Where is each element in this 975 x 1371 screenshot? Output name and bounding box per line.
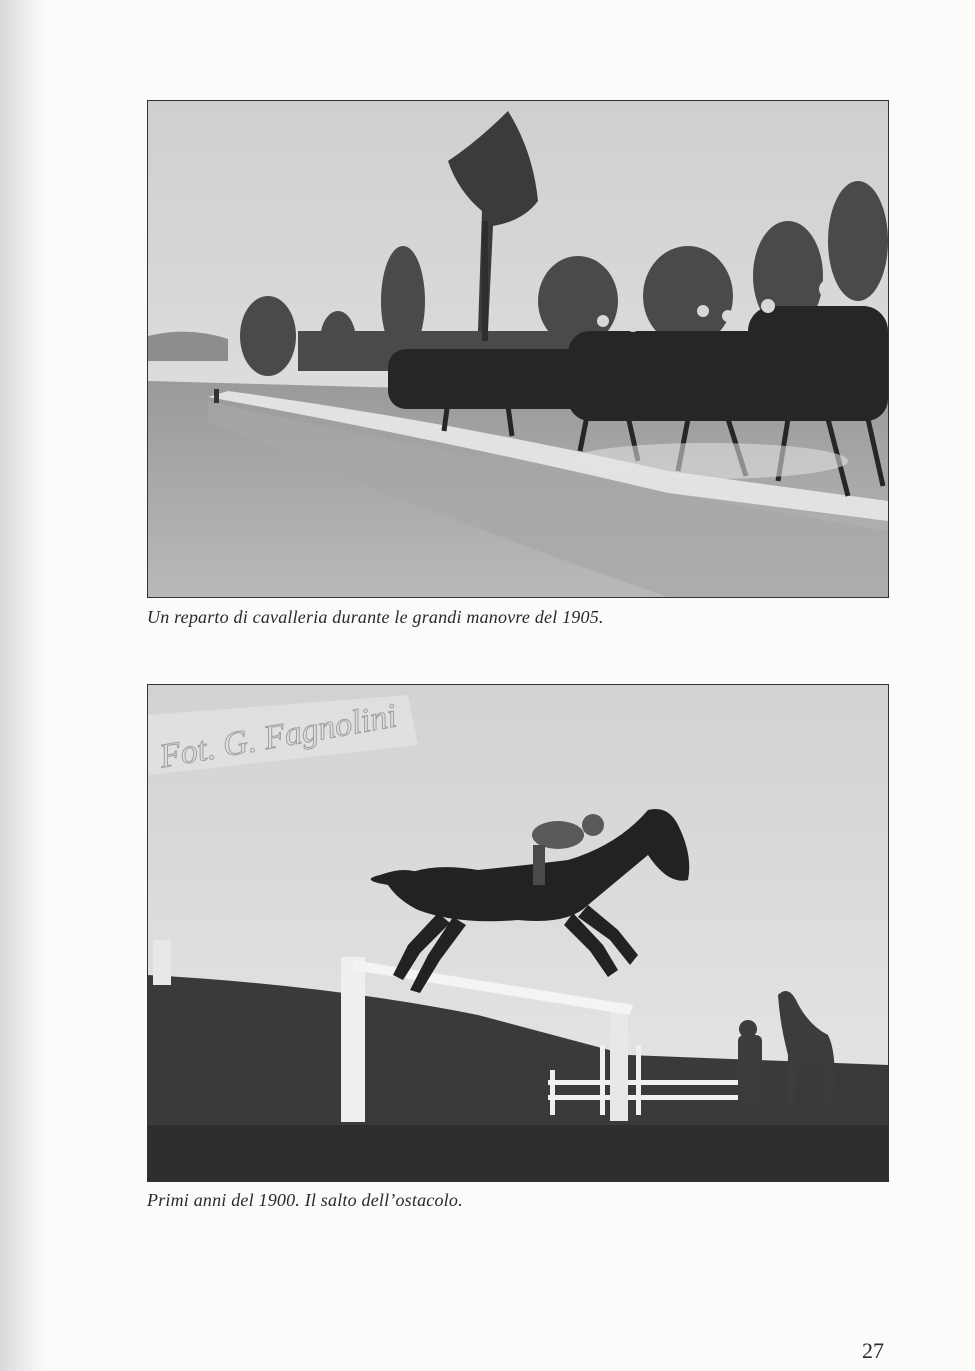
horse-jump-photo <box>147 684 889 1182</box>
cavalry-manoeuvres-photo <box>147 100 889 598</box>
page-number: 27 <box>862 1338 884 1363</box>
page-gutter-shadow <box>0 0 46 1371</box>
figure-caption: Primi anni del 1900. Il salto dell’ostacolo. <box>147 1190 463 1210</box>
svg-text:Fot. G. Fagnolini: Fot. G. Fagnolini <box>156 697 400 776</box>
figure-caption: Un reparto di cavalleria durante le grandi manovre del 1905. <box>147 607 604 627</box>
